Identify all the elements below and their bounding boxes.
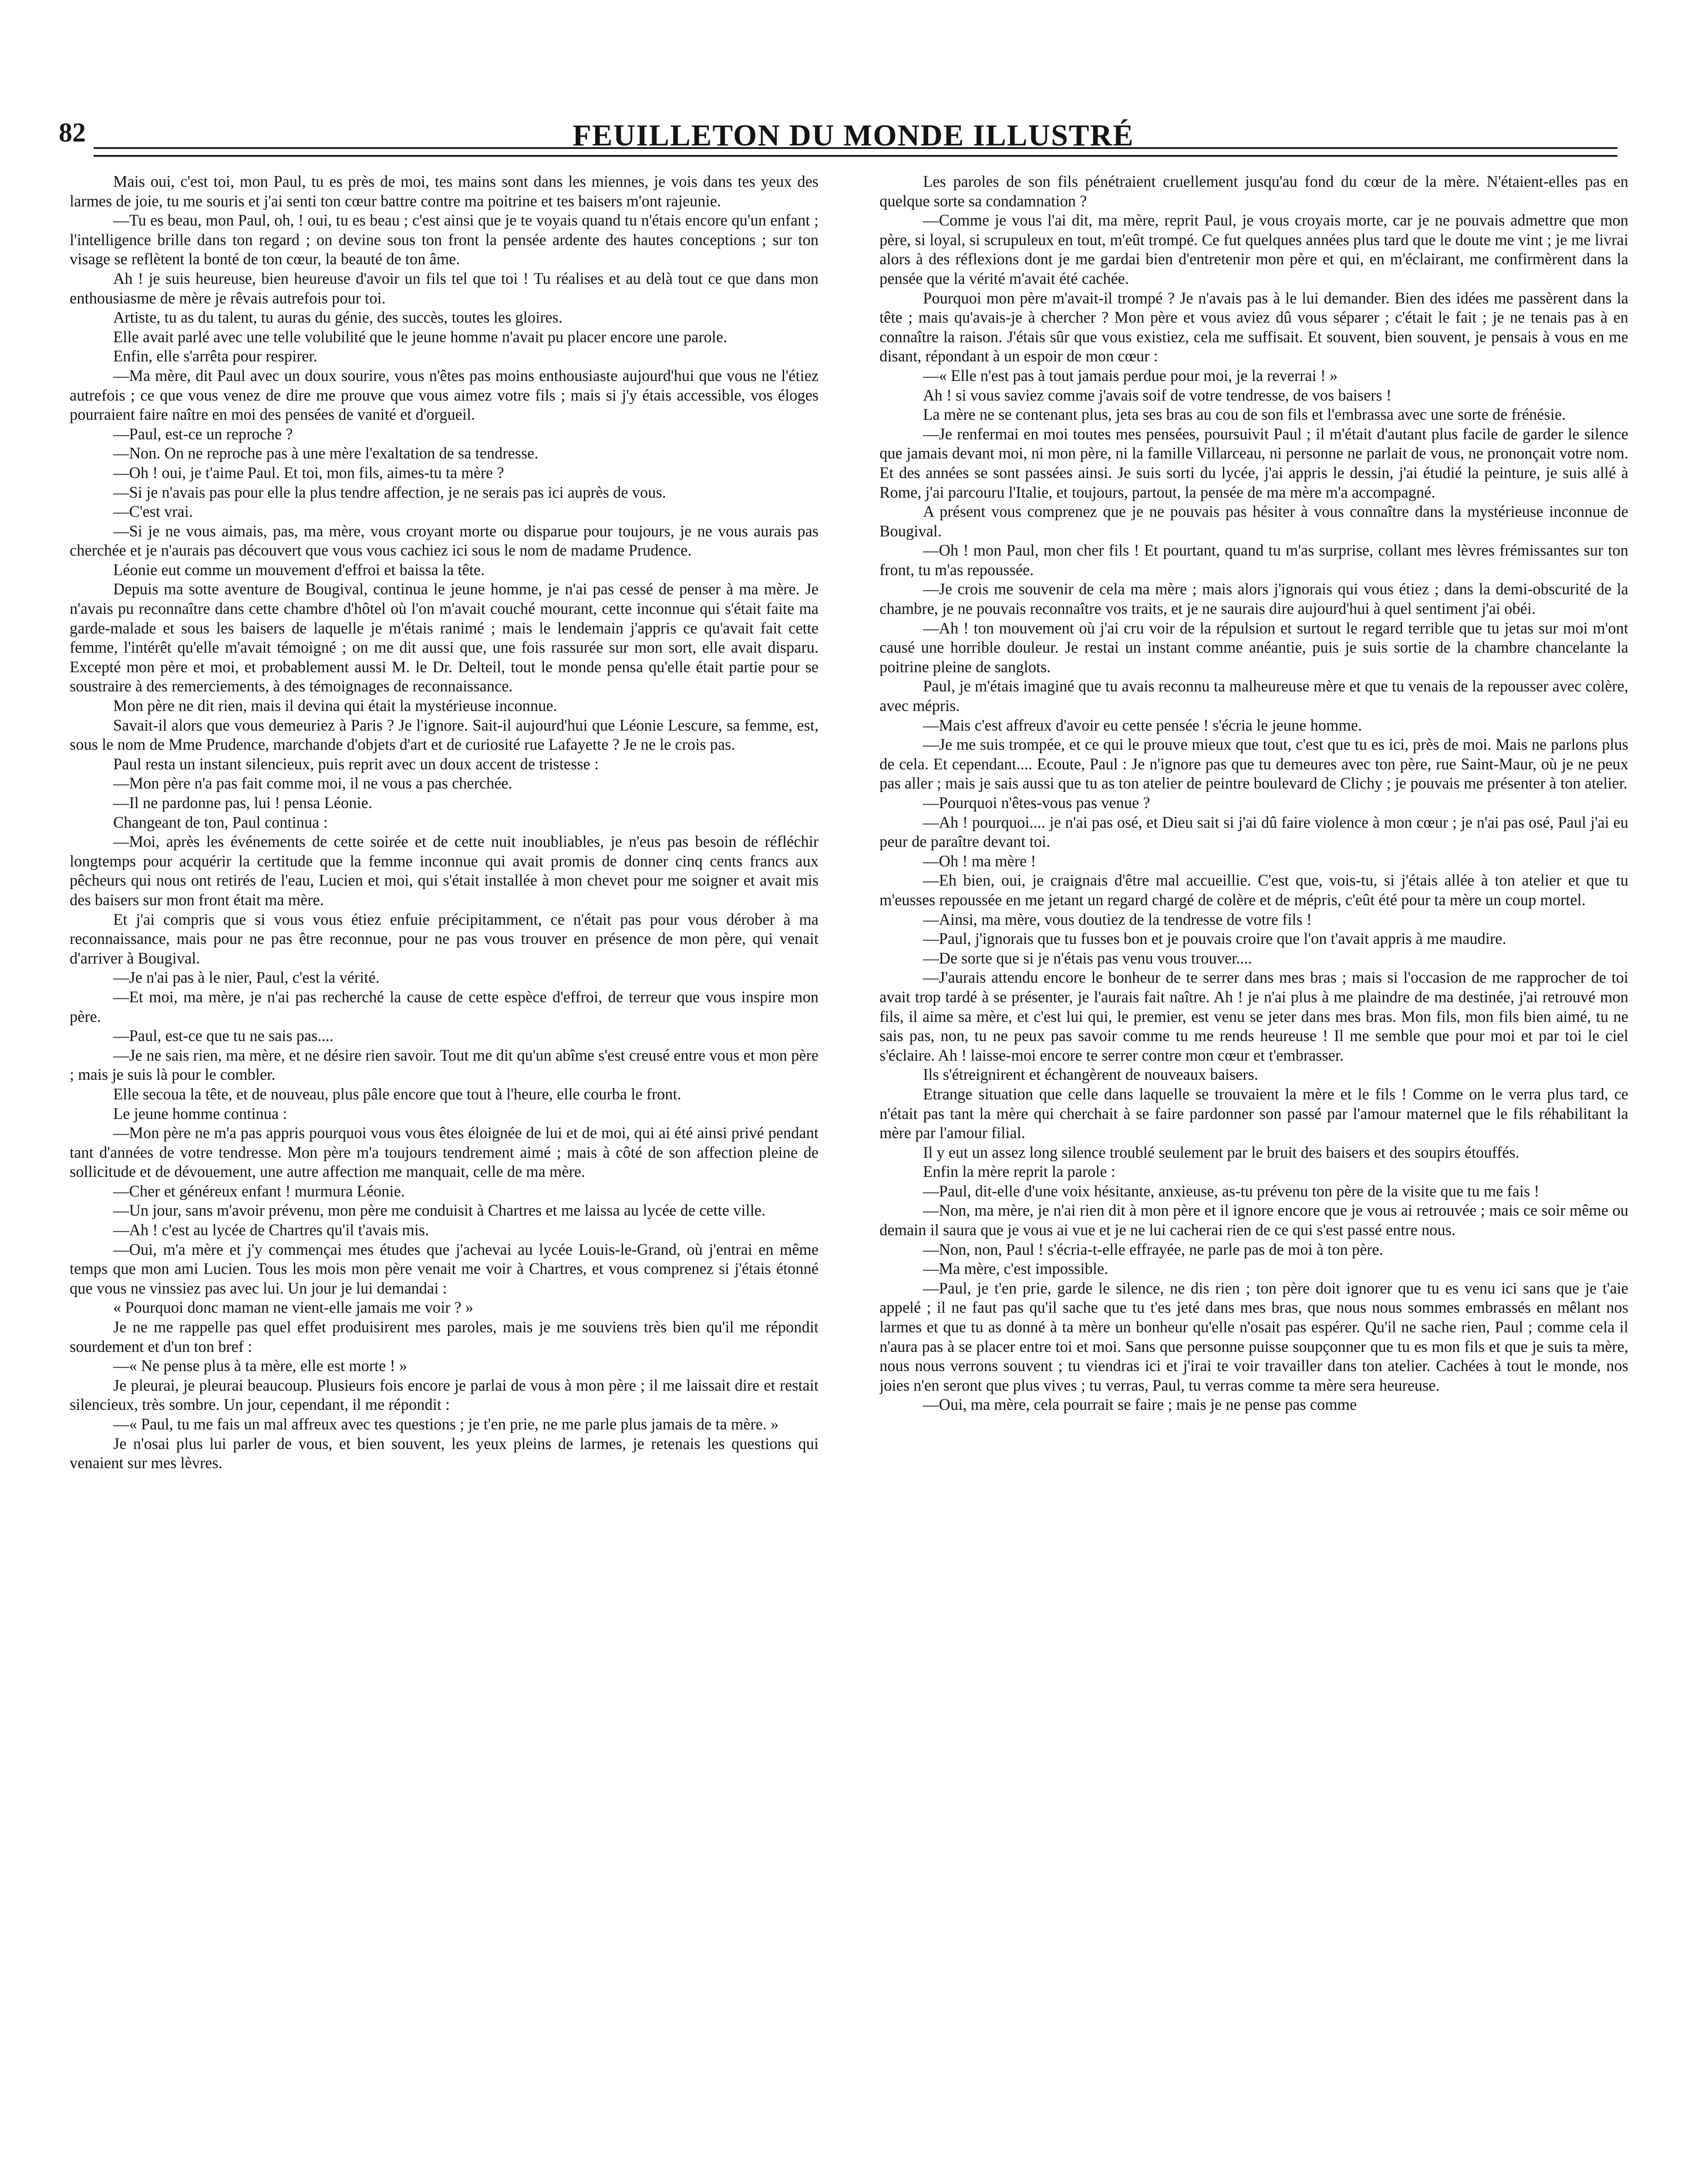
paragraph: —J'aurais attendu encore le bonheur de te serrer dans mes bras ; mais si l'occasion de me rapprocher de toi avait trop tardé à se présenter, je l'aurais fait naître. Ah ! je n'ai plus à me plaindre de ma destinée, j'ai retrouvé mon fils, il aime sa mère, et c'est lui qui, le premier, est venu se jeter dans mes bras. Mon fils, mon fils bien aimé, tu ne sais pas, non, tu ne peux pas savoir comme tu me rends heureuse ! Il me semble que pour moi et par toi le ciel s'éclaire. Ah ! laisse-moi encore te serrer contre mon cœur et t'embrasser. [879,968,1628,1064]
paragraph: —Ah ! pourquoi.... je n'ai pas osé, et Dieu sait si j'ai dû faire violence à mon cœur ; je n'ai pas osé, Paul j'ai eu peur de paraître devant toi. [879,813,1628,851]
paragraph: Léonie eut comme un mouvement d'effroi et baissa la tête. [113,560,485,579]
paragraph: —C'est vrai. [113,502,193,521]
paragraph: Enfin la mère reprit la parole : [923,1163,1115,1181]
paragraph: —De sorte que si je n'étais pas venu vous trouver.... [923,949,1252,967]
paragraph: Depuis ma sotte aventure de Bougival, continua le jeune homme, je n'ai pas cessé de penser à ma mère. Je n'avais pu reconnaître dans cette chambre d'hôtel où l'on m'avait couché mourant, cette inconnue qui s'était faite ma garde-malade et sous les baisers de laquelle je m'étais ranimé ; mais le lendemain j'appris ce qu'avait fait cette femme, l'intérêt qu'elle m'avait témoigné ; on me dit aussi que, une fois rassurée sur mon sort, elle avait disparu. Excepté mon père et moi, et probablement aussi M. le Dr. Delteil, tout le monde pensa qu'elle était partie pour se soustraire à des remerciements, à des témoignages de reconnaissance. [70,580,819,695]
paragraph: —Non, ma mère, je n'ai rien dit à mon père et il ignore encore que je vous ai retrouvée ; mais ce soir même ou demain il saura que je vous ai vue et je ne lui cacherai rien de ce qui s'est passé entre nous. [879,1201,1628,1239]
paragraph: A présent vous comprenez que je ne pouvais pas hésiter à vous connaître dans la mystérieuse inconnue de Bougival. [879,502,1628,540]
paragraph: Etrange situation que celle dans laquelle se trouvaient la mère et le fils ! Comme on le verra plus tard, ce n'était pas tant la mère qui cherchait à se faire pardonner son passé par l'amour maternel que le fils réhabilitant la mère par l'amour filial. [879,1085,1628,1142]
paragraph: Je n'osai plus lui parler de vous, et bien souvent, les yeux pleins de larmes, je retenais les questions qui venaient sur mes lèvres. [70,1434,819,1472]
paragraph: —Je n'ai pas à le nier, Paul, c'est la vérité. [113,968,380,987]
paragraph: Le jeune homme continua : [113,1104,287,1122]
paragraph: —Oui, ma mère, cela pourrait se faire ; mais je ne pense pas comme [923,1395,1357,1414]
paragraph: —« Ne pense plus à ta mère, elle est morte ! » [113,1357,408,1375]
paragraph: Artiste, tu as du talent, tu auras du génie, des succès, toutes les gloires. [113,308,563,327]
paragraph: —Pourquoi n'êtes-vous pas venue ? [923,794,1150,812]
paragraph: —Eh bien, oui, je craignais d'être mal accueillie. C'est que, vois-tu, si j'étais allée à ton atelier et que tu m'eusses repoussée en me jetant un regard chargé de colère et de mépris, c'eût été pour ta mère un coup mortel. [879,871,1628,909]
paragraph: —« Elle n'est pas à tout jamais perdue pour moi, je la reverrai ! » [923,366,1338,384]
paragraph: Mais oui, c'est toi, mon Paul, tu es près de moi, tes mains sont dans les miennes, je vois dans tes yeux des larmes de joie, tu me souris et j'ai senti ton cœur battre contre ma poitrine et tes baisers m'ont rajeunie. [70,172,819,210]
paragraph: Ah ! je suis heureuse, bien heureuse d'avoir un fils tel que toi ! Tu réalises et au delà tout ce que dans mon enthousiasme de mère je rêvais autrefois pour toi. [70,269,819,307]
header-double-rule [94,147,1617,157]
paragraph: —Mon père n'a pas fait comme moi, il ne vous a pas cherchée. [113,774,512,792]
paragraph: —Je renfermai en moi toutes mes pensées, poursuivit Paul ; il m'était d'autant plus facile de garder le silence que jamais devant moi, ni mon père, ni la famille Villarceau, ni personne ne parlait de vous, ne prononçait votre nom. Et des années se sont passées ainsi. Je suis sorti du lycée, j'ai appris le dessin, j'ai étudié la peinture, je suis allé à Rome, j'ai parcouru l'Italie, et toujours, partout, la pensée de ma mère m'a accompagné. [879,425,1628,501]
paragraph: —Il ne pardonne pas, lui ! pensa Léonie. [113,794,372,812]
paragraph: Ah ! si vous saviez comme j'avais soif de votre tendresse, de vos baisers ! [923,386,1391,404]
paragraph: —Cher et généreux enfant ! murmura Léonie. [113,1182,405,1200]
paragraph: —Comme je vous l'ai dit, ma mère, reprit Paul, je vous croyais morte, car je ne pouvais admettre que mon père, si loyal, si scrupuleux en tout, m'eût trompé. Ce fut quelques années plus tard que le doute me vint ; je me livrai alors à des réflexions dont je me gardai bien d'entretenir mon père et qui, en m'éclairant, me confirmèrent dans la pensée que la vérité m'avait été cachée. [879,211,1628,287]
paragraph: —Ah ! c'est au lycée de Chartres qu'il t'avais mis. [113,1221,429,1239]
paragraph: —Ah ! ton mouvement où j'ai cru voir de la répulsion et surtout le regard terrible que tu jetas sur moi m'ont causé une horrible douleur. Je restai un instant comme anéantie, puis je suis sortie de la chambre chancelante la poitrine pleine de sanglots. [879,619,1628,676]
paragraph: —Oui, m'a mère et j'y commençai mes études que j'achevai au lycée Louis-le-Grand, où j'entrai en même temps que mon ami Lucien. Tous les mois mon père venait me voir à Chartres, et vous comprenez si j'étais étonné que vous ne vinssiez pas avec lui. Un jour je lui demandai : [70,1240,819,1297]
paragraph: —Paul, je t'en prie, garde le silence, ne dis rien ; ton père doit ignorer que tu es venu ici sans que je t'aie appelé ; il ne faut pas qu'il sache que tu t'es jeté dans mes bras, que nous nous sommes embrassés en mêlant nos larmes et que tu as donné à ta mère un bonheur qu'elle n'osait pas espérer. Qu'il ne sache rien, Paul ; comme cela il n'aura pas à se placer entre toi et moi. Sans que personne puisse soupçonner que tu es mon fils et que je suis ta mère, nous nous verrons souvent ; tu viendras ici et j'irai te voir travailler dans ton atelier. Cachées à tout le monde, nos joies n'en seront que plus vives ; tu verras, Paul, tu verras comme ta mère sera heureuse. [879,1279,1628,1394]
paragraph: —Oh ! mon Paul, mon cher fils ! Et pourtant, quand tu m'as surprise, collant mes lèvres frémissantes sur ton front, tu m'as repoussée. [879,541,1628,579]
text-column-right [879,172,1628,2177]
paragraph: —Oh ! oui, je t'aime Paul. Et toi, mon fils, aimes-tu ta mère ? [113,463,504,482]
paragraph: Mon père ne dit rien, mais il devina qui était la mystérieuse inconnue. [113,697,557,715]
paragraph: Je ne me rappelle pas quel effet produisirent mes paroles, mais je me souviens très bien qu'il me répondit sourdement et d'un ton bref : [70,1318,819,1355]
paragraph: —Je me suis trompée, et ce qui le prouve mieux que tout, c'est que tu es ici, près de moi. Mais ne parlons plus de cela. Et cependant.... Ecoute, Paul : Je n'ignore pas que tu demeures avec ton père, rue Saint-Maur, où je ne peux pas aller ; mais je sais aussi que tu as ton atelier de peintre boulevard de Clichy ; je pouvais me présenter à ton atelier. [879,735,1628,792]
paragraph: —Non, non, Paul ! s'écria-t-elle effrayée, ne parle pas de moi à ton père. [923,1240,1383,1258]
paragraph: —Paul, j'ignorais que tu fusses bon et je pouvais croire que l'on t'avait appris à me maudire. [923,930,1506,948]
paragraph: Et j'ai compris que si vous vous étiez enfuie précipitamment, ce n'était pas pour vous dérober à ma reconnaissance, mais pour ne pas être reconnue, pour ne pas vous trouver en présence de mon père, qui venait d'arriver à Bougival. [70,910,819,967]
paragraph: —Tu es beau, mon Paul, oh, ! oui, tu es beau ; c'est ainsi que je te voyais quand tu n'étais encore qu'un enfant ; l'intelligence brille dans ton regard ; on devine sous ton front la pensée ardente des hautes conceptions ; sur ton visage se reflètent la bonté de ton cœur, la beauté de ton âme. [70,211,819,268]
paragraph: Changeant de ton, Paul continua : [113,813,328,831]
paragraph: —Un jour, sans m'avoir prévenu, mon père me conduisit à Chartres et me laissa au lycée de cette ville. [113,1201,766,1220]
paragraph: Je pleurai, je pleurai beaucoup. Plusieurs fois encore je parlai de vous à mon père ; il me laissait dire et restait silencieux, très sombre. Un jour, cependant, il me répondit : [70,1376,819,1414]
paragraph: Paul, je m'étais imaginé que tu avais reconnu ta malheureuse mère et que tu venais de la repousser avec colère, avec mépris. [879,677,1628,715]
paragraph: Ils s'étreignirent et échangèrent de nouveaux baisers. [923,1065,1258,1084]
paragraph: Il y eut un assez long silence troublé seulement par le bruit des baisers et des soupirs étouffés. [923,1143,1519,1161]
paragraph: —Je crois me souvenir de cela ma mère ; mais alors j'ignorais qui vous étiez ; dans la demi-obscurité de la chambre, je ne pouvais reconnaître vos traits, et je ne saurais dire aujourd'hui à quel sentiment j'ai obéi. [879,580,1628,618]
paragraph: —Paul, est-ce un reproche ? [113,425,293,443]
paragraph: La mère ne se contenant plus, jeta ses bras au cou de son fils et l'embrassa avec une sorte de frénésie. [923,405,1566,424]
page-number: 82 [59,118,86,148]
paragraph: Paul resta un instant silencieux, puis reprit avec un doux accent de tristesse : [113,755,599,773]
paragraph: —Ainsi, ma mère, vous doutiez de la tendresse de votre fils ! [923,910,1312,928]
text-column-left [70,172,819,2177]
paragraph: Les paroles de son fils pénétraient cruellement jusqu'au fond du cœur de la mère. N'étaient-elles pas en quelque sorte sa condamnation ? [879,172,1628,210]
paragraph: Savait-il alors que vous demeuriez à Paris ? Je l'ignore. Sait-il aujourd'hui que Léonie Lescure, sa femme, est, sous le nom de Mme Prudence, marchande d'objets d'art et de curiosité rue Lafayette ? Je ne le crois pas. [70,716,819,754]
paragraph: —Mais c'est affreux d'avoir eu cette pensée ! s'écria le jeune homme. [923,716,1362,734]
paragraph: —Moi, après les événements de cette soirée et de cette nuit inoubliables, je n'eus pas besoin de réfléchir longtemps pour acquérir la certitude que la femme inconnue qui avait promis de donner cinq cents francs aux pêcheurs qui nous ont retirés de l'eau, Lucien et moi, qui s'était installée à mon chevet pour me soigner et avait mis des baisers sur mon front était ma mère. [70,832,819,909]
paragraph: Elle avait parlé avec une telle volubilité que le jeune homme n'avait pu placer encore une parole. [113,327,728,346]
paragraph: —Si je ne vous aimais, pas, ma mère, vous croyant morte ou disparue pour toujours, je ne vous aurais pas cherchée et je n'aurais pas découvert que vous vous cachiez ici sous le nom de madame Prudence. [70,522,819,559]
paragraph: —Ma mère, c'est impossible. [923,1260,1108,1278]
paragraph: —Si je n'avais pas pour elle la plus tendre affection, je ne serais pas ici auprès de vous. [113,483,666,501]
paragraph: —Non. On ne reproche pas à une mère l'exaltation de sa tendresse. [113,444,539,462]
paragraph: Enfin, elle s'arrêta pour respirer. [113,347,317,365]
paragraph: —Paul, est-ce que tu ne sais pas.... [113,1027,334,1045]
paragraph: —Je ne sais rien, ma mère, et ne désire rien savoir. Tout me dit qu'un abîme s'est creusé entre vous et mon père ; mais je suis là pour le combler. [70,1046,819,1084]
paragraph: —Paul, dit-elle d'une voix hésitante, anxieuse, as-tu prévenu ton père de la visite que tu me fais ! [923,1182,1540,1200]
paragraph: —Ma mère, dit Paul avec un doux sourire, vous n'êtes pas moins enthousiaste aujourd'hui que vous ne l'étiez autrefois ; ce que vous venez de dire me prouve que vous aimez votre fils ; mais si j'y étais accessible, vos éloges pourraient faire naître en moi des pensées de vanité et d'orgueil. [70,366,819,424]
running-title: FEUILLETON DU MONDE ILLUSTRÉ [573,119,1134,152]
paragraph: Elle secoua la tête, et de nouveau, plus pâle encore que tout à l'heure, elle courba le front. [113,1085,681,1103]
paragraph: Pourquoi mon père m'avait-il trompé ? Je n'avais pas à le lui demander. Bien des idées me passèrent dans la tête ; mais qu'avais-je à chercher ? Mon père et vous aviez dû vous séparer ; c'était le fait ; je ne tenais pas à en connaître la raison. J'étais sûr que vous existiez, cela me suffisait. Et souvent, bien souvent, je pensais à vous en me disant, répondant à un espoir de mon cœur : [879,289,1628,365]
paragraph: « Pourquoi donc maman ne vient-elle jamais me voir ? » [113,1298,474,1317]
paragraph: —« Paul, tu me fais un mal affreux avec tes questions ; je t'en prie, ne me parle plus jamais de ta mère. » [113,1415,779,1433]
paragraph: —Oh ! ma mère ! [923,852,1036,870]
paragraph: —Mon père ne m'a pas appris pourquoi vous vous êtes éloignée de lui et de moi, qui ai été ainsi privé pendant tant d'années de votre tendresse. Mon père m'a toujours tendrement aimé ; mais à côté de son affection pleine de sollicitude et de dévouement, une autre affection me manquait, celle de ma mère. [70,1124,819,1181]
paragraph: —Et moi, ma mère, je n'ai pas recherché la cause de cette espèce d'effroi, de terreur que vous inspire mon père. [70,987,819,1025]
